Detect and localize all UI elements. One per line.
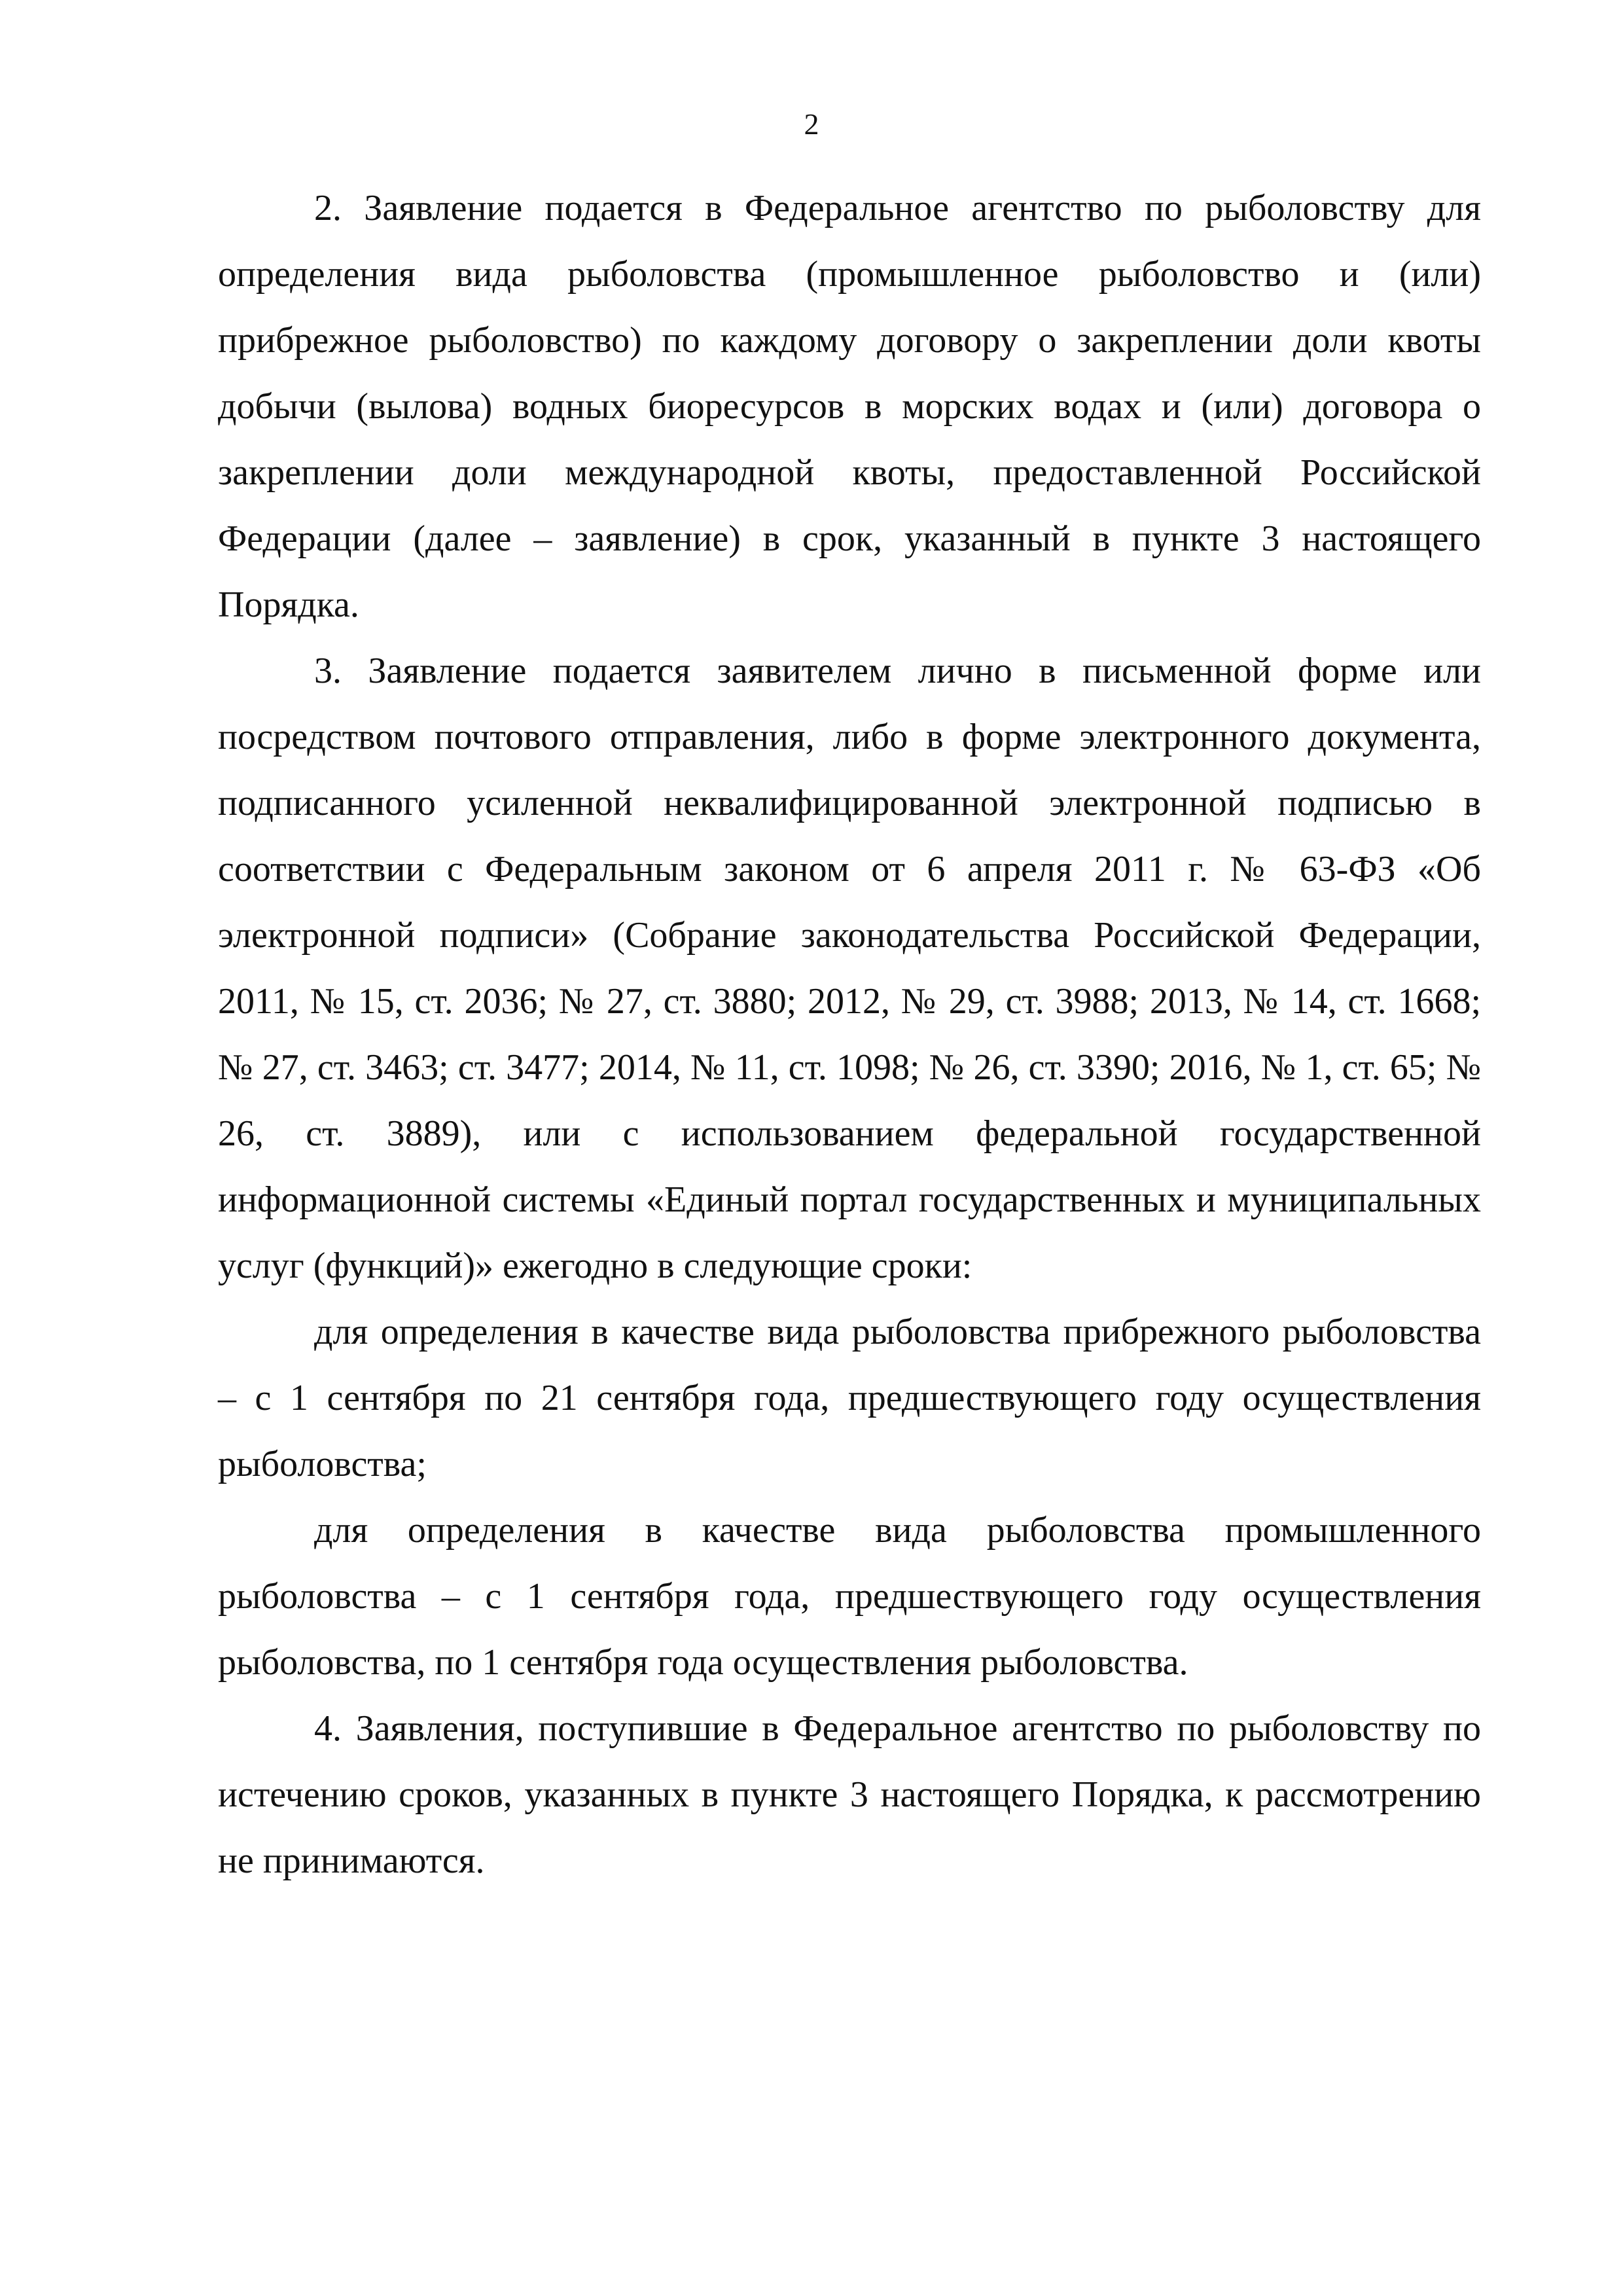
paragraph-coastal-fishing-term: для определения в качестве вида рыболовства прибрежного рыболовства – с 1 сентября по 21 сентября года, предшествующего году осуществления рыболовства; xyxy=(218,1312,1481,1484)
paragraph-4: 4. Заявления, поступившие в Федеральное агентство по рыболовству по истечению сроков, указанных в пункте 3 настоящего Порядка, к рассмотрению не принимаются. xyxy=(218,1708,1481,1881)
paragraph-industrial-fishing-term: для определения в качестве вида рыболовства промышленного рыболовства – с 1 сентября года, предшествующего году осуществления рыболовства, по 1 сентября года осуществления рыболовства. xyxy=(218,1510,1481,1683)
page-number: 2 xyxy=(804,107,819,141)
document-body xyxy=(218,175,1481,1894)
paragraph-2: 2. Заявление подается в Федеральное агентство по рыболовству для определения вида рыболовства (промышленное рыболовство и (или) прибрежное рыболовство) по каждому договору о закреплении доли квоты добычи (вылова) водных биоресурсов в морских водах и (или) договора о закреплении доли международной квоты, предоставленной Российской Федерации (далее – заявление) в срок, указанный в пункте 3 настоящего Порядка. xyxy=(218,188,1481,625)
paragraph-3: 3. Заявление подается заявителем лично в письменной форме или посредством почтового отправления, либо в форме электронного документа, подписанного усиленной неквалифицированной электронной подписью в соответствии с Федеральным законом от 6 апреля 2011 г. № 63-ФЗ «Об электронной подписи» (Собрание законодательства Российской Федерации, 2011, № 15, ст. 2036; № 27, ст. 3880; 2012, № 29, ст. 3988; 2013, № 14, ст. 1668; № 27, ст. 3463; ст. 3477; 2014, № 11, ст. 1098; № 26, ст. 3390; 2016, № 1, ст. 65; № 26, ст. 3889), или с использованием федеральной государственной информационной системы «Единый портал государственных и муниципальных услуг (функций)» ежегодно в следующие сроки: xyxy=(218,651,1481,1286)
